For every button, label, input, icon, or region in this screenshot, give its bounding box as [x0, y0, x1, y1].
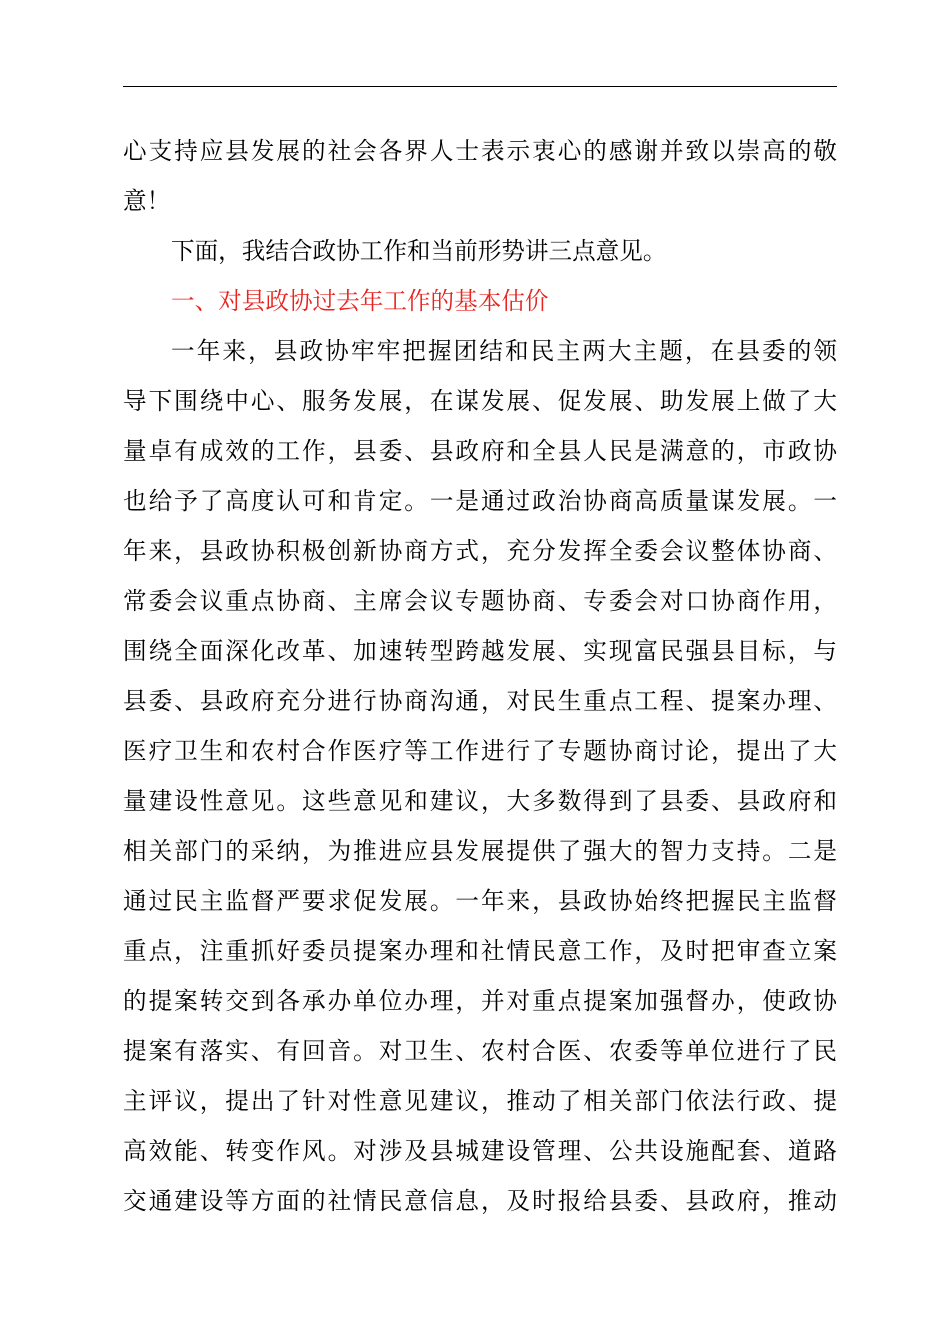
text-line: 一年来，县政协牢牢把握团结和民主两大主题，在县委的领: [171, 337, 837, 365]
body-text: [123, 126, 837, 1226]
text-line: 的提案转交到各承办单位办理，并对重点提案加强督办，使政协: [123, 987, 837, 1015]
text-line: 通过民主监督严要求促发展。一年来，县政协始终把握民主监督: [123, 887, 837, 915]
text-line: 心支持应县发展的社会各界人士表示衷心的感谢并致以崇高的敬: [123, 137, 837, 165]
section-heading: 一、对县政协过去年工作的基本估价: [171, 287, 549, 315]
text-line: 常委会议重点协商、主席会议专题协商、专委会对口协商作用，: [123, 587, 837, 615]
text-line: 也给予了高度认可和肯定。一是通过政治协商高质量谋发展。一: [123, 487, 837, 515]
text-line: 重点，注重抓好委员提案办理和社情民意工作，及时把审查立案: [123, 937, 837, 965]
text-line: 意！: [123, 187, 171, 215]
text-line: 提案有落实、有回音。对卫生、农村合医、农委等单位进行了民: [123, 1037, 837, 1065]
text-line: 主评议，提出了针对性意见建议，推动了相关部门依法行政、提: [123, 1087, 837, 1115]
text-line: 年来，县政协积极创新协商方式，充分发挥全委会议整体协商、: [123, 537, 837, 565]
text-line: 量建设性意见。这些意见和建议，大多数得到了县委、县政府和: [123, 787, 837, 815]
text-line: 高效能、转变作风。对涉及县城建设管理、公共设施配套、道路: [123, 1137, 837, 1165]
header-rule: [123, 86, 837, 87]
text-line: 量卓有成效的工作，县委、县政府和全县人民是满意的，市政协: [123, 437, 837, 465]
text-line: 交通建设等方面的社情民意信息，及时报给县委、县政府，推动: [123, 1187, 837, 1215]
text-line: 围绕全面深化改革、加速转型跨越发展、实现富民强县目标，与: [123, 637, 837, 665]
text-line: 县委、县政府充分进行协商沟通，对民生重点工程、提案办理、: [123, 687, 837, 715]
text-line: 导下围绕中心、服务发展，在谋发展、促发展、助发展上做了大: [123, 387, 837, 415]
text-line: 医疗卫生和农村合作医疗等工作进行了专题协商讨论，提出了大: [123, 737, 837, 765]
text-line: 下面，我结合政协工作和当前形势讲三点意见。: [171, 237, 667, 265]
text-line: 相关部门的采纳，为推进应县发展提供了强大的智力支持。二是: [123, 837, 837, 865]
